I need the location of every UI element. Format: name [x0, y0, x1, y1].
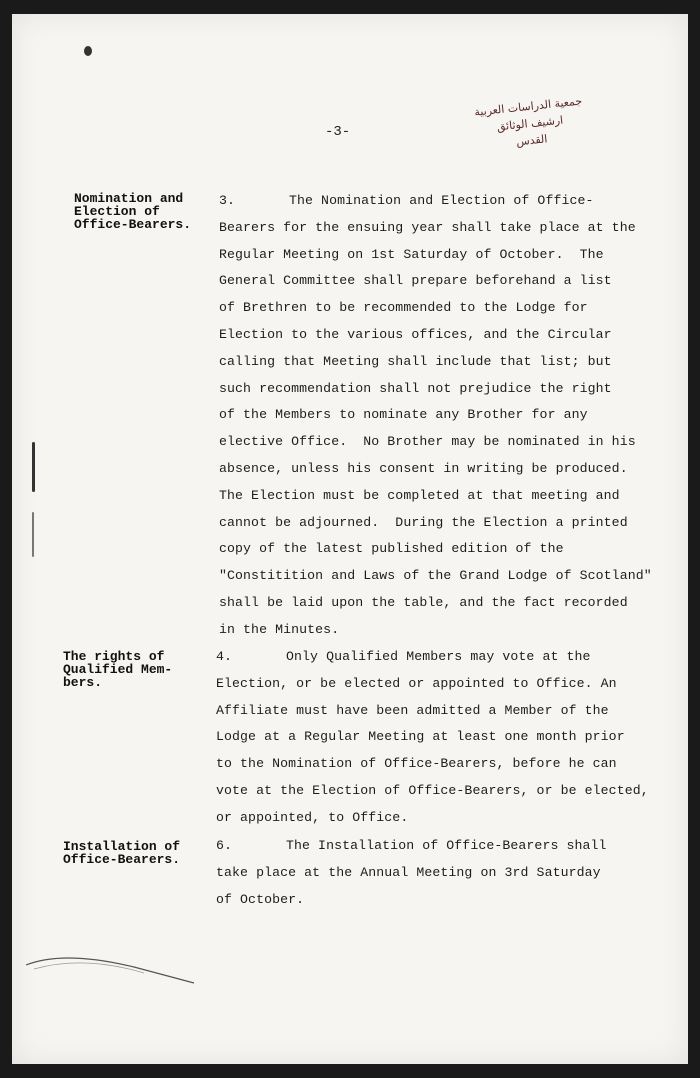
crease-line [26, 958, 194, 983]
section-4 [216, 644, 656, 832]
text-line: such recommendation shall not prejudice the right [219, 380, 612, 396]
text-line: The Election must be completed at that meeting and [219, 487, 620, 503]
binding-mark [32, 442, 35, 492]
text-line: Regular Meeting on 1st Saturday of October. The [219, 246, 604, 262]
section-first-line [216, 833, 656, 860]
text-line: or appointed, to Office. [216, 809, 409, 825]
text-line: absence, unless his consent in writing be produced. [219, 460, 628, 476]
text-line: of Brethren to be recommended to the Lodge for [219, 300, 588, 316]
text-line: of the Members to nominate any Brother for any [219, 407, 588, 423]
margin-title-rights: The rights of Qualified Mem- bers. [63, 649, 173, 690]
section-number: 4. [216, 649, 233, 664]
text-line: to the Nomination of Office-Bearers, before he can [216, 756, 617, 772]
page-number: -3- [325, 124, 351, 140]
stamp-line: جمعية الدراسات العربية [473, 94, 583, 119]
section-6 [216, 833, 656, 913]
text-line: Election, or be elected or appointed to Office. An [216, 675, 617, 691]
text-line: "Constitition and Laws of the Grand Lodge of Scotland" [219, 568, 652, 584]
margin-title-installation: Installation of Office-Bearers. [63, 839, 181, 867]
paper-crease [24, 925, 199, 985]
text-line: shall be laid upon the table, and the fact recorded [219, 594, 628, 610]
section-first-line [219, 188, 659, 215]
text-line: Bearers for the ensuing year shall take place at the [219, 219, 636, 235]
stamp-line: القدس [515, 132, 548, 149]
text-line: cannot be adjourned. During the Election a printed [219, 514, 628, 530]
section-3 [219, 188, 659, 644]
text-line: General Committee shall prepare beforehand a list [219, 273, 612, 289]
binding-mark [32, 512, 34, 557]
stamp-line: ارشيف الوثائق [496, 113, 564, 134]
text-line: Lodge at a Regular Meeting at least one month prior [216, 729, 625, 745]
section-first-line [216, 644, 656, 671]
text-line: calling that Meeting shall include that list; but [219, 353, 612, 369]
section-number: 6. [216, 838, 233, 853]
text-line: copy of the latest published edition of the [219, 541, 564, 557]
text-line: of October. [216, 891, 305, 907]
section-text: The Nomination and Election of Office- [289, 193, 594, 208]
text-line: Election to the various offices, and the Circular [219, 326, 612, 342]
text-line: vote at the Election of Office-Bearers, or be elected, [216, 782, 649, 798]
section-text: The Installation of Office-Bearers shall [286, 838, 607, 853]
ink-speck [84, 46, 92, 56]
crease-line [34, 963, 144, 973]
margin-title-nomination: Nomination and Election of Office-Bearers. [74, 191, 192, 232]
text-line: in the Minutes. [219, 621, 340, 637]
text-line: elective Office. No Brother may be nominated in his [219, 434, 636, 450]
text-line: take place at the Annual Meeting on 3rd Saturday [216, 864, 601, 880]
section-text: Only Qualified Members may vote at the [286, 649, 591, 664]
text-line: Affiliate must have been admitted a Member of the [216, 702, 609, 718]
section-number: 3. [219, 193, 236, 208]
